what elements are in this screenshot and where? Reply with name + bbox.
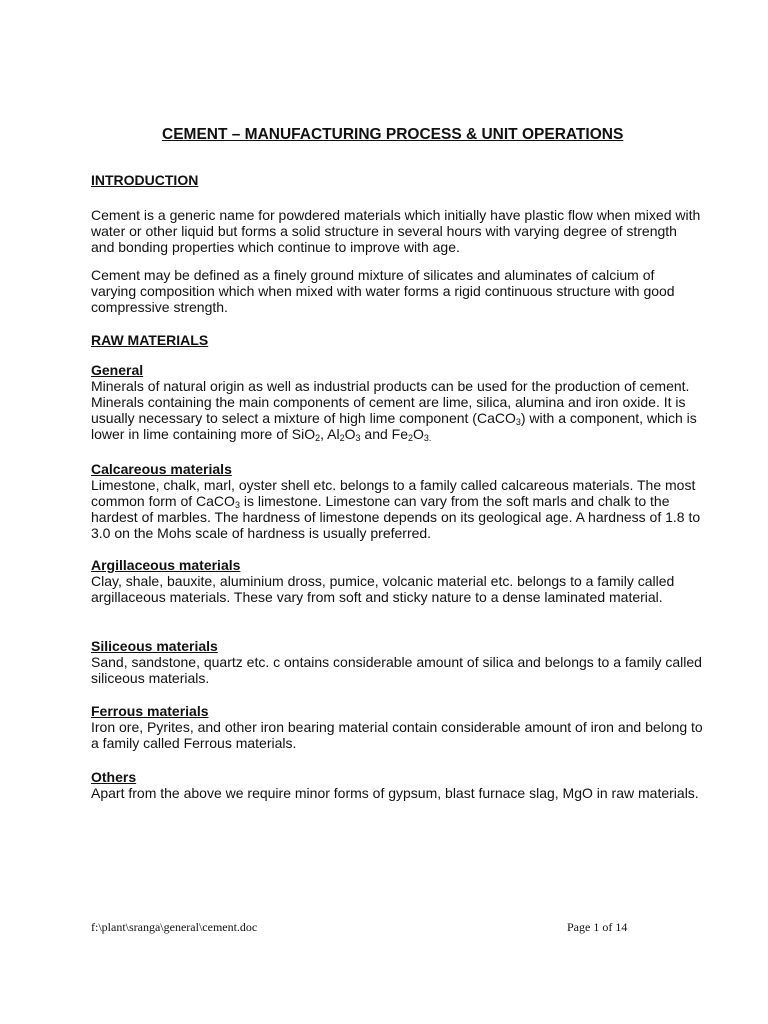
calcareous-text: Limestone, chalk, marl, oyster shell etc. belongs to a family called calcareous materials. The most common form of CaCO$_3$ is limestone. Limestone can vary from the soft marls and chalk to the hardest of marbles. The hardness of limestone depends on its geological age. A hardness of 1.8 to 3.0 on the Mohs scale of hardness is usually preferred.	[91, 477, 701, 541]
introduction-paragraph-2: Cement may be defined as a finely ground mixture of silicates and aluminates of calcium of varying composition which when mixed with water forms a rigid continuous structure with good compressive strength.	[91, 267, 675, 315]
calcareous-heading: Calcareous materials	[91, 461, 232, 477]
raw-materials-heading: RAW MATERIALS	[91, 332, 209, 348]
introduction-heading: INTRODUCTION	[91, 172, 199, 188]
document-title: CEMENT – MANUFACTURING PROCESS & UNIT OPERATIONS	[162, 126, 624, 143]
argillaceous-section	[91, 557, 703, 605]
ferrous-heading: Ferrous materials	[91, 703, 209, 719]
others-section	[91, 769, 703, 801]
introduction-paragraph-1: Cement is a generic name for powdered materials which initially have plastic flow when mixed with water or other liquid but forms a solid structure in several hours with varying degree of strength and bonding properties which continue to improve with age.	[91, 207, 701, 255]
siliceous-heading: Siliceous materials	[91, 638, 218, 654]
calcareous-section	[91, 461, 703, 541]
argillaceous-heading: Argillaceous materials	[91, 557, 241, 573]
footer-page-number: Page 1 of 14	[567, 920, 628, 934]
general-heading: General	[91, 362, 144, 378]
argillaceous-text: Clay, shale, bauxite, aluminium dross, pumice, volcanic material etc. belongs to a family called argillaceous materials. These vary from soft and sticky nature to a dense laminated material.	[91, 573, 675, 605]
footer-file-path: f:\plant\sranga\general\cement.doc	[91, 920, 258, 934]
siliceous-section	[91, 638, 703, 686]
others-heading: Others	[91, 769, 137, 785]
siliceous-text: Sand, sandstone, quartz etc. c ontains considerable amount of silica and belongs to a family called siliceous materials.	[91, 654, 702, 686]
general-text: Minerals of natural origin as well as industrial products can be used for the production of cement. Minerals containing the main components of cement are lime, silica, alumina and iron oxide. It is usually necessary to select a mixture of high lime component (CaCO$_3$) with a component, which is lower in lime containing more of SiO$_2$, $Al_2O_3$ and $Fe_2O_{3.}$	[91, 378, 697, 443]
others-text: Apart from the above we require minor forms of gypsum, blast furnace slag, MgO in raw materials.	[91, 785, 699, 801]
ferrous-text: Iron ore, Pyrites, and other iron bearing material contain considerable amount of iron and belong to a family called Ferrous materials.	[91, 719, 703, 751]
ferrous-section	[91, 703, 703, 751]
general-section	[91, 362, 703, 442]
